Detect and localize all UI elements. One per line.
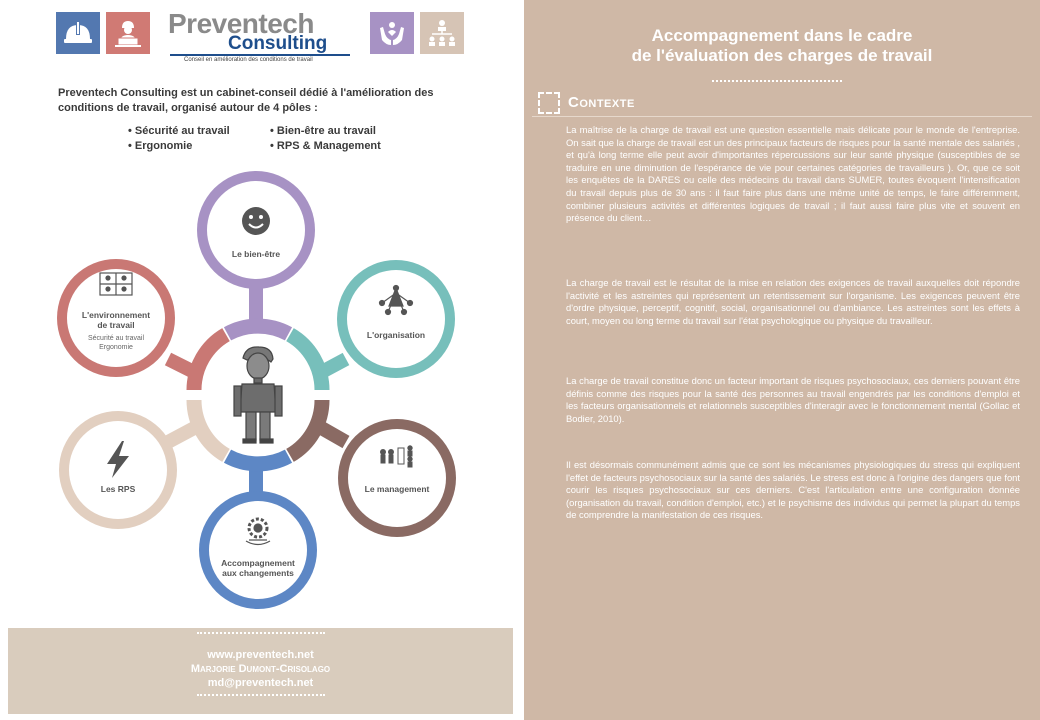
title-divider: [712, 80, 842, 82]
node-label: Le management: [364, 484, 430, 494]
brand-name-top: Preventech: [168, 8, 314, 39]
page-title-line1: Accompagnement dans le cadre: [651, 26, 913, 45]
footer-contact-name: Marjorie Dumont-Crisolago: [190, 663, 331, 675]
poles-column-1: [128, 124, 230, 154]
context-paragraph-2: La charge de travail est le résultat de la mise en relation des exigences de travail auxquelles doit répondre l'activité et les astreintes qui représentent un retentissement sur l'organisme. Les exigences peuvent être d'ordre physique, perceptif, cognitif, social, organisationnel ou d'ambiance. Les astreintes sont les effets à court, moyen ou long terme du travail sur l'état psychologique ou physique du travailleur.: [566, 277, 1020, 326]
care-hands-icon: [370, 12, 414, 54]
worker-laptop-icon: [106, 12, 150, 54]
pole-item: • Bien-être au travail: [270, 125, 376, 137]
node-label: aux changements: [222, 568, 294, 578]
footer-website[interactable]: www.preventech.net: [207, 649, 314, 661]
section-underline: [532, 116, 1032, 117]
node-label: Les RPS: [100, 484, 136, 494]
section-title: Contexte: [568, 94, 635, 111]
team-org-icon: [420, 12, 464, 54]
page-title-line2: de l'évaluation des charges de travail: [631, 46, 933, 65]
ring-arc-changements: [228, 456, 289, 464]
section-square-icon: [538, 92, 560, 114]
smiley-icon: [242, 207, 270, 235]
pole-item: • RPS & Management: [270, 140, 381, 152]
brand-underline: [170, 54, 350, 56]
node-label: L'environnement: [81, 310, 151, 320]
node-label: Le bien-être: [231, 249, 281, 259]
node-label: Accompagnement: [221, 558, 295, 568]
footer-email[interactable]: md@preventech.net: [207, 677, 314, 689]
brand-tagline: Conseil en amélioration des conditions de travail: [184, 57, 313, 63]
context-paragraph-1: La maîtrise de la charge de travail est une question essentielle mais délicate pour le monde de l'entreprise. On sait que la charge de travail est un des principaux facteurs de risques pour la santé mentale des salariés , et qu'à long terme elle peut avoir d'importantes répercussions sur leur santé physique (susceptibles de se traduire en une diminution de l'espérance de vie pour certaines catégories de travailleurs ). Or, que ce soit les enquêtes de la DARES ou celle des médecins du travail dans SUMER, toutes évoquent l'intensification du travail depuis plus de 30 ans : il faut faire plus dans une même unité de temps, le faire différemment, combiner plusieurs activités et différentes logiques de travail ; il faut aussi faire plus vite et souvent en présence du client…: [566, 124, 1020, 224]
poles-column-2: [270, 124, 381, 154]
node-sublabel: Sécurité au travail: [87, 335, 145, 342]
footer-divider-bottom: [197, 694, 325, 696]
poles-wheel-diagram: [50, 160, 470, 620]
node-organisation: [337, 260, 455, 378]
intro-text: Preventech Consulting est un cabinet-conseil dédié à l'amélioration des conditions de travail, organisé autour de 4 pôles :: [58, 87, 434, 114]
pole-item: • Sécurité au travail: [128, 125, 230, 137]
node-label: de travail: [97, 320, 135, 330]
node-bien-etre: [197, 171, 315, 289]
node-management: [338, 419, 456, 537]
footer-divider-top: [197, 632, 325, 634]
context-paragraph-3: La charge de travail constitue donc un facteur important de risques psychosociaux, ces derniers pouvant être définis comme des risques pour la santé des personnes au travail engendrés par les conditions d'emploi et les facteurs organisationnels et relationnels susceptibles d'interagir avec le fonctionnement mental (Gollac et Bodier, 2010).: [566, 375, 1020, 424]
brand-name-bottom: Consulting: [228, 33, 328, 54]
page-title: [524, 26, 1040, 66]
node-sublabel: Ergonomie: [99, 344, 133, 351]
node-rps: [59, 411, 177, 529]
hard-hat-icon: [56, 12, 100, 54]
node-changements: [199, 491, 317, 609]
ring-arc-bien-etre: [228, 326, 289, 334]
node-label: L'organisation: [366, 330, 426, 340]
right-panel: [524, 0, 1040, 720]
contact-footer: [8, 628, 513, 714]
pole-item: • Ergonomie: [128, 140, 193, 152]
context-paragraph-4: Il est désormais communément admis que ce sont les mécanismes physiologiques du stress qui expliquent l'effet de facteurs psychosociaux sur la santé des salariés. Le stress est donc à l'origine des dangers que font courir les risques psychosociaux sur ces derniers. C'est l'articulation entre une configuration donnée (organisation du travail, condition d'emploi, etc.) et le psychisme des individus qui permet la plupart du temps de comprendre la manifestation de ces risques.: [566, 459, 1020, 521]
brand-logo: [168, 10, 354, 62]
node-environnement: [57, 259, 175, 377]
